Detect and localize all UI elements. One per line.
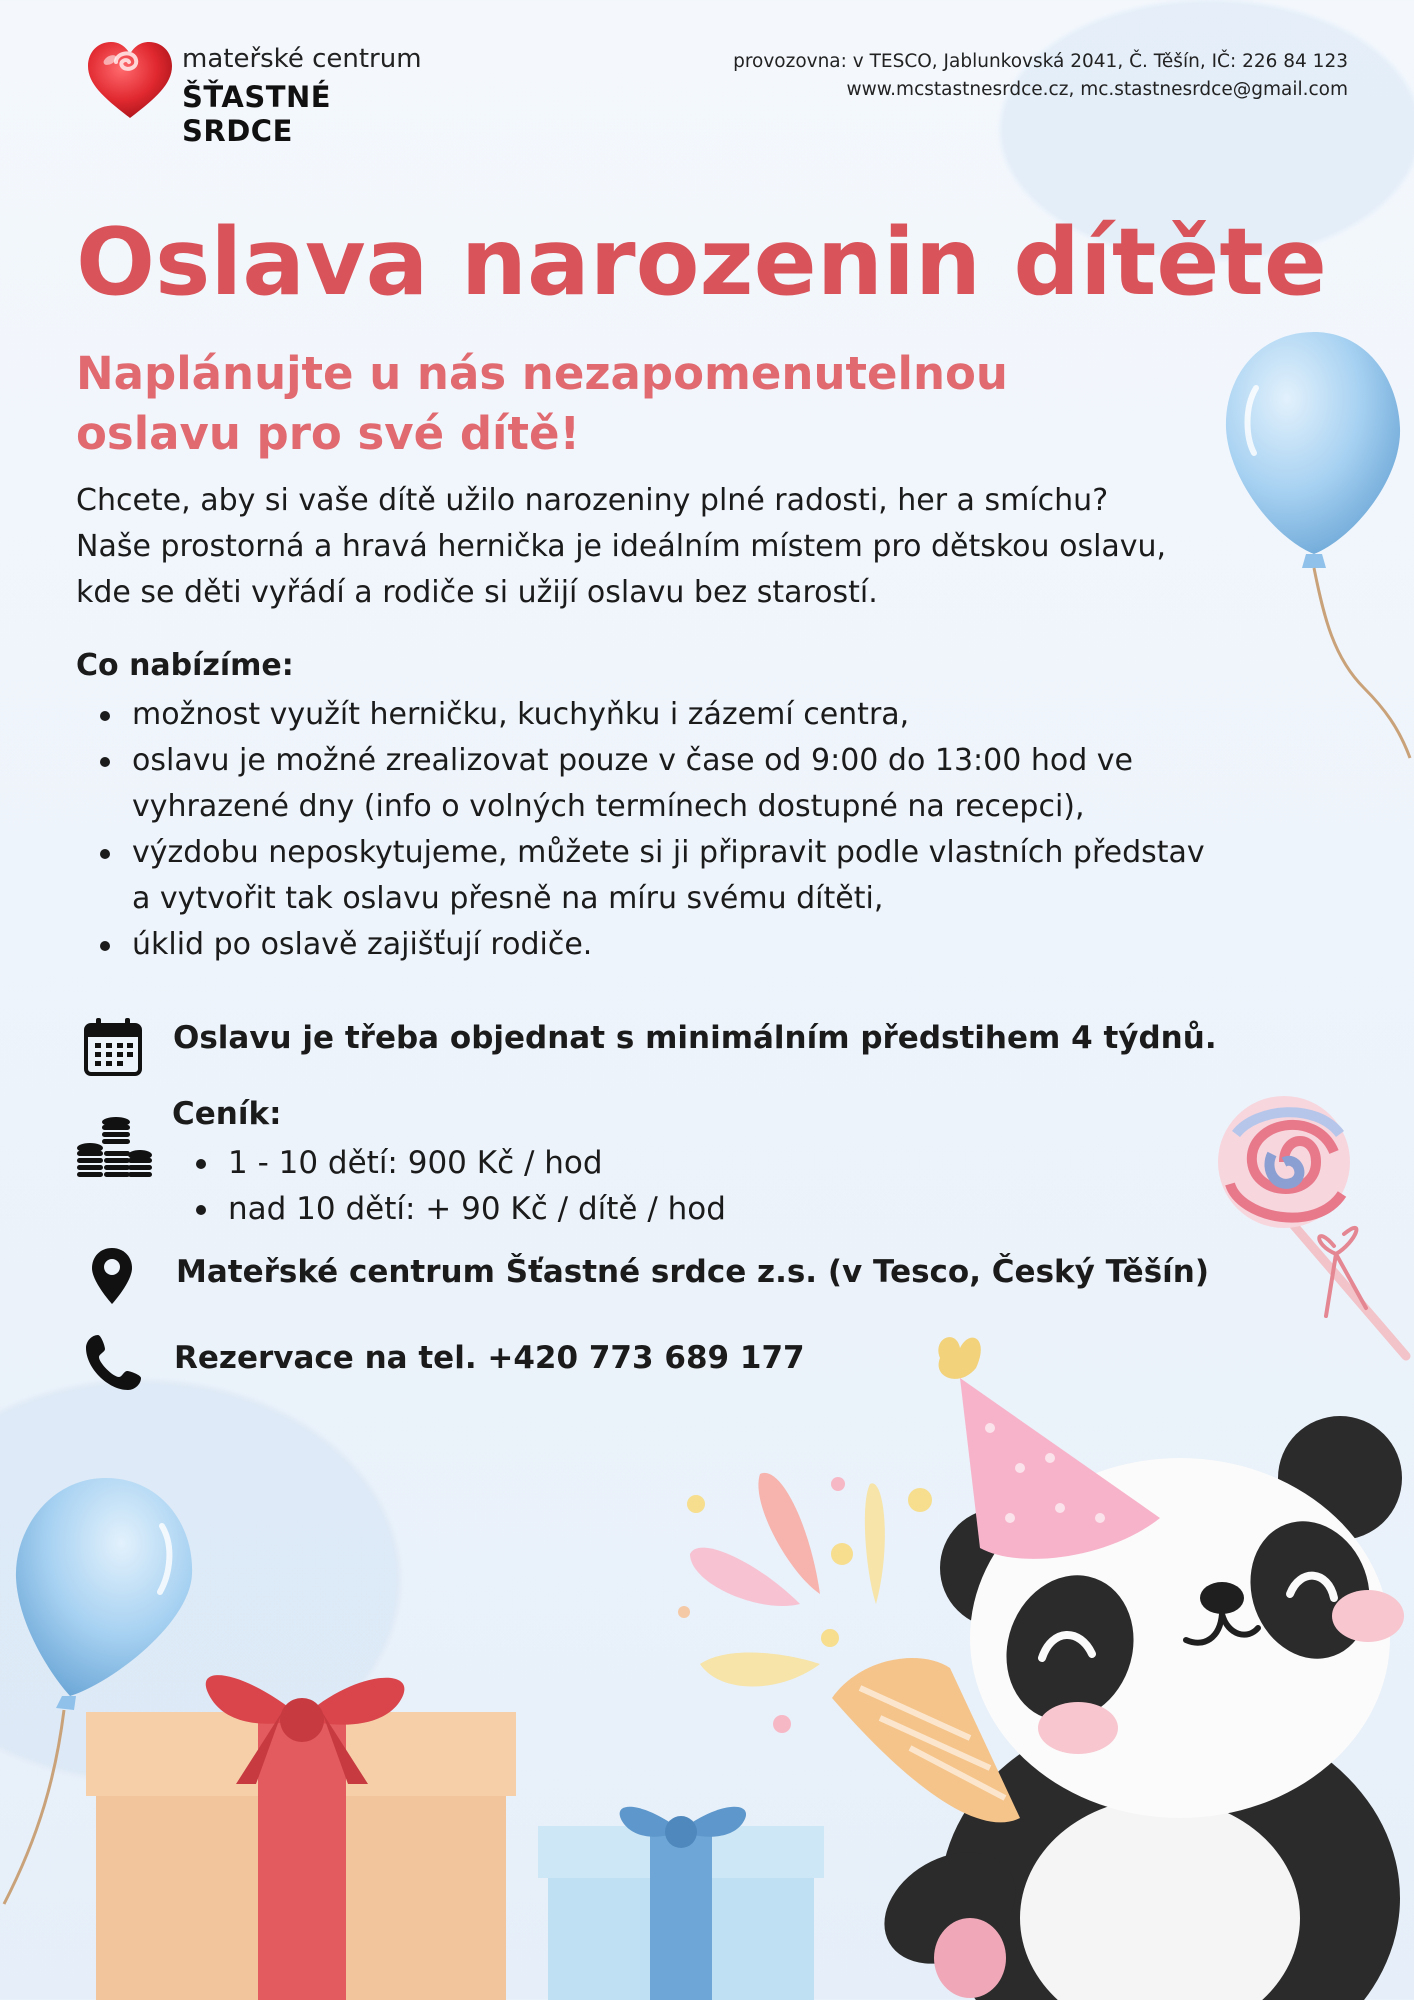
offer-title: Co nabízíme: [76, 648, 294, 683]
location-pin-icon [90, 1246, 134, 1306]
list-item [76, 830, 1336, 922]
booking-notice: Oslavu je třeba objednat s minimálním předstihem 4 týdnů. [173, 1020, 1217, 1056]
location-row [76, 1244, 1216, 1308]
heart-logo-icon [86, 40, 174, 122]
page-title: Oslava narozenin dítěte [76, 208, 1327, 316]
price-item: 1 - 10 dětí: 900 Kč / hod [172, 1140, 726, 1186]
list-item-text: vyhrazené dny (info o volných termínech dostupné na recepci), [132, 789, 1085, 824]
contact-address: provozovna: v TESCO, Jablunkovská 2041, Č. Těšín, IČ: 226 84 123 [733, 51, 1348, 72]
intro-paragraph [76, 478, 1316, 616]
coins-icon [76, 1114, 154, 1178]
logo-line1: mateřské centrum [182, 44, 422, 74]
booking-notice-row [76, 1014, 1316, 1078]
list-item-text: oslavu je možné zrealizovat pouze v čase od 9:00 do 13:00 hod ve [132, 743, 1134, 778]
pricing-list [172, 1140, 726, 1232]
list-item-text: a vytvořit tak oslavu přesně na míru svému dítěti, [132, 881, 884, 916]
offer-list [76, 692, 1336, 968]
logo-line2: ŠŤASTNÉ SRDCE [182, 80, 332, 148]
intro-line: kde se děti vyřádí a rodiče si užijí oslavu bez starostí. [76, 575, 878, 610]
gift-box-illustration [538, 1798, 824, 2000]
list-item [76, 692, 1336, 738]
intro-line: Naše prostorná a hravá hernička je ideálním místem pro dětskou oslavu, [76, 529, 1167, 564]
calendar-icon [82, 1016, 144, 1078]
list-item-text: výzdobu neposkytujeme, můžete si ji připravit podle vlastních představ [132, 835, 1205, 870]
pricing-title: Ceník: [172, 1096, 282, 1132]
list-item [76, 922, 1336, 968]
panda-illustration [820, 1318, 1414, 2000]
phone-icon [84, 1332, 144, 1392]
list-item [76, 738, 1336, 830]
list-item-text: možnost využít herničku, kuchyňku i zázemí centra, [132, 697, 910, 732]
contact-web-email[interactable]: www.mcstastnesrdce.cz, mc.stastnesrdce@gmail.com [846, 79, 1348, 100]
balloon-illustration [1214, 328, 1414, 760]
subtitle: Naplánujte u nás nezapomenutelnou oslavu pro své dítě! [76, 347, 1008, 460]
intro-line: Chcete, aby si vaše dítě užilo narozeniny plné radosti, her a smíchu? [76, 483, 1109, 518]
contact-info [733, 48, 1348, 104]
list-item-text: úklid po oslavě zajišťují rodiče. [132, 927, 593, 962]
location-text: Mateřské centrum Šťastné srdce z.s. (v Tesco, Český Těšín) [176, 1254, 1210, 1290]
gift-box-illustration [86, 1660, 516, 2000]
reservation-text[interactable]: Rezervace na tel. +420 773 689 177 [174, 1340, 805, 1376]
pricing-block [76, 1096, 1076, 1232]
logo[interactable] [86, 40, 446, 148]
price-item: nad 10 dětí: + 90 Kč / dítě / hod [172, 1186, 726, 1232]
